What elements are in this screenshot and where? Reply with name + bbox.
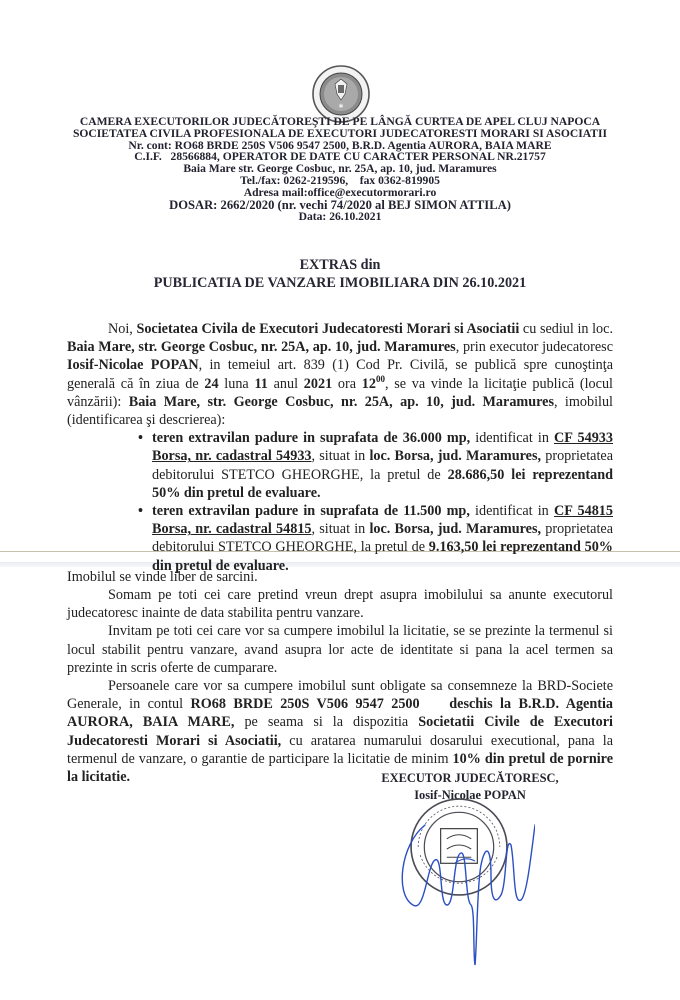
- intro-paragraph: [67, 320, 613, 429]
- text: cu aratarea numarului dosarului executional, pana la termenul de vanzare, o garantie de participare la licitatie de minim: [67, 732, 613, 767]
- auction-time: [361, 373, 385, 392]
- executor-name: Iosif-Nicolae POPAN: [67, 357, 199, 374]
- header-line-cif: C.I.F. 28566884, OPERATOR DE DATE CU CARACTER PERSONAL NR.21757: [134, 150, 546, 164]
- text: cu sediul in loc.: [519, 321, 613, 337]
- company-name: Societatea Civila de Executori Judecatoresti Morari si Asociatii: [136, 321, 520, 337]
- header-line-email: Adresa mail:office@executormorari.ro: [243, 185, 437, 199]
- property-price: 28.686,50 lei reprezentand 50% din pretul de evaluare.: [152, 466, 613, 501]
- header-line-phone: Tel./fax: 0262-219596, fax 0362-819905: [240, 173, 440, 187]
- header-line-date: Data: 26.10.2021: [298, 210, 382, 224]
- text: luna: [218, 375, 255, 392]
- bullet-icon: •: [138, 430, 143, 447]
- text: Noi,: [108, 321, 137, 337]
- text: ora: [332, 375, 362, 392]
- property-cf: CF 54933 Borsa, nr. cadastral 54933: [152, 430, 613, 465]
- text: identificat in: [469, 503, 554, 520]
- header-line-account: Nr. cont: RO68 BRDE 250S V506 9547 2500, B.R.D. Agentia AURORA, BAIA MARE: [128, 138, 552, 152]
- document-title: [40, 256, 640, 292]
- property-item: [67, 502, 613, 575]
- property-description: teren extravilan padure in suprafata de 11.500 mp,: [152, 503, 470, 520]
- auction-location: Baia Mare, str. George Cosbuc, nr. 25A, ap. 10, jud. Maramures: [128, 393, 554, 410]
- text: , situat in: [311, 521, 370, 538]
- auction-day: 24: [204, 375, 219, 392]
- svg-text:✱: ✱: [338, 104, 344, 110]
- text: , se va vinde la licitaţie publică (locul vânzării):: [67, 375, 613, 410]
- header-line-company: SOCIETATEA CIVILA PROFESIONALA DE EXECUTORI JUDECATORESTI MORARI SI ASOCIATII: [72, 126, 608, 140]
- text: Persoanele care vor sa cumpere imobilul sunt obligate sa consemneze la BRD-Societe Generale, in contul: [67, 678, 613, 713]
- property-price: 9.163,50 lei reprezentand 50% din pretul de evaluare.: [152, 539, 613, 574]
- property-location: loc. Borsa, jud. Maramures,: [369, 448, 542, 465]
- somam-paragraph: Somam pe toti cei care pretind vreun drept asupra imobilului sa anunte executorul judecatoresc inainte de data stabilita pentru vanzare.: [67, 587, 613, 622]
- signer-name: Iosif-Nicolae POPAN: [414, 788, 526, 802]
- text: identificat in: [470, 430, 555, 447]
- text: proprietatea debitorului STETCO GHEORGHE, la pretul de: [152, 521, 614, 556]
- document-body: [67, 320, 616, 786]
- text: , imobilul (identificarea şi descrierea):: [67, 393, 613, 429]
- letterhead: [40, 116, 640, 223]
- property-cf: CF 54815 Borsa, nr. cadastral 54815: [152, 503, 613, 538]
- handwritten-signature-icon: [395, 805, 535, 970]
- auction-month: 11: [254, 375, 268, 392]
- auction-hour: 12: [361, 375, 376, 392]
- title-line-publicatia: PUBLICATIA DE VANZARE IMOBILIARA DIN 26.10.2021: [153, 275, 527, 291]
- header-line-chamber: CAMERA EXECUTORILOR JUDECĂTOREŞTI DE PE LÂNGĂ CURTEA DE APEL CLUJ NAPOCA: [79, 115, 601, 128]
- auction-year: 2021: [303, 375, 333, 392]
- free-of-charges: Imobilul se vinde liber de sarcini.: [67, 568, 258, 585]
- company-address: Baia Mare, str. George Cosbuc, nr. 25A, ap. 10, jud. Maramures: [67, 339, 456, 356]
- text: anul: [267, 375, 304, 392]
- text: proprietatea debitorului STETCO GHEORGHE, la pretul de: [152, 448, 614, 483]
- property-list: [67, 429, 613, 575]
- invitam-paragraph: Invitam pe toti cei care vor sa cumpere imobilul la licitatie, se se prezinte la termenul si locul stabilit pentru vanzare, avand asupra lor acte de identitate si pana la acel termen sa prezinte in scris oferte de cumparare.: [67, 623, 613, 676]
- property-location: loc. Borsa, jud. Maramures,: [369, 521, 542, 538]
- bank-account: RO68 BRDE 250S V506 9547 2500 deschis la B.R.D. Agentia AURORA, BAIA MARE,: [67, 696, 616, 731]
- property-item: [67, 429, 613, 502]
- title-line-extras: EXTRAS din: [299, 257, 381, 273]
- text: pe seama si la dispozitia: [234, 714, 419, 731]
- guarantee-amount: 10% din pretul de pornire la licitatie.: [67, 750, 613, 786]
- bullet-icon: •: [138, 503, 143, 520]
- signer-title: EXECUTOR JUDECĂTORESC,: [381, 771, 559, 785]
- auction-minutes: 00: [375, 373, 385, 384]
- property-description: teren extravilan padure in suprafata de 36.000 mp,: [152, 430, 471, 447]
- header-line-dosar: DOSAR: 2662/2020 (nr. vechi 74/2020 al BEJ SIMON ATTILA): [169, 197, 511, 212]
- company-name: Societatii Civile de Executori Judecatoresti Morari si Asociatii,: [67, 714, 613, 749]
- text: , prin executor judecatoresc: [455, 339, 613, 356]
- text: , situat in: [311, 448, 370, 465]
- header-line-address: Baia Mare str. George Cosbuc, nr. 25A, ap. 10, jud. Maramures: [183, 162, 497, 176]
- text: , in temeiul art. 839 (1) Cod Pr. Civilă, se publică spre cunoştinţa generală că în ziua de: [67, 357, 613, 392]
